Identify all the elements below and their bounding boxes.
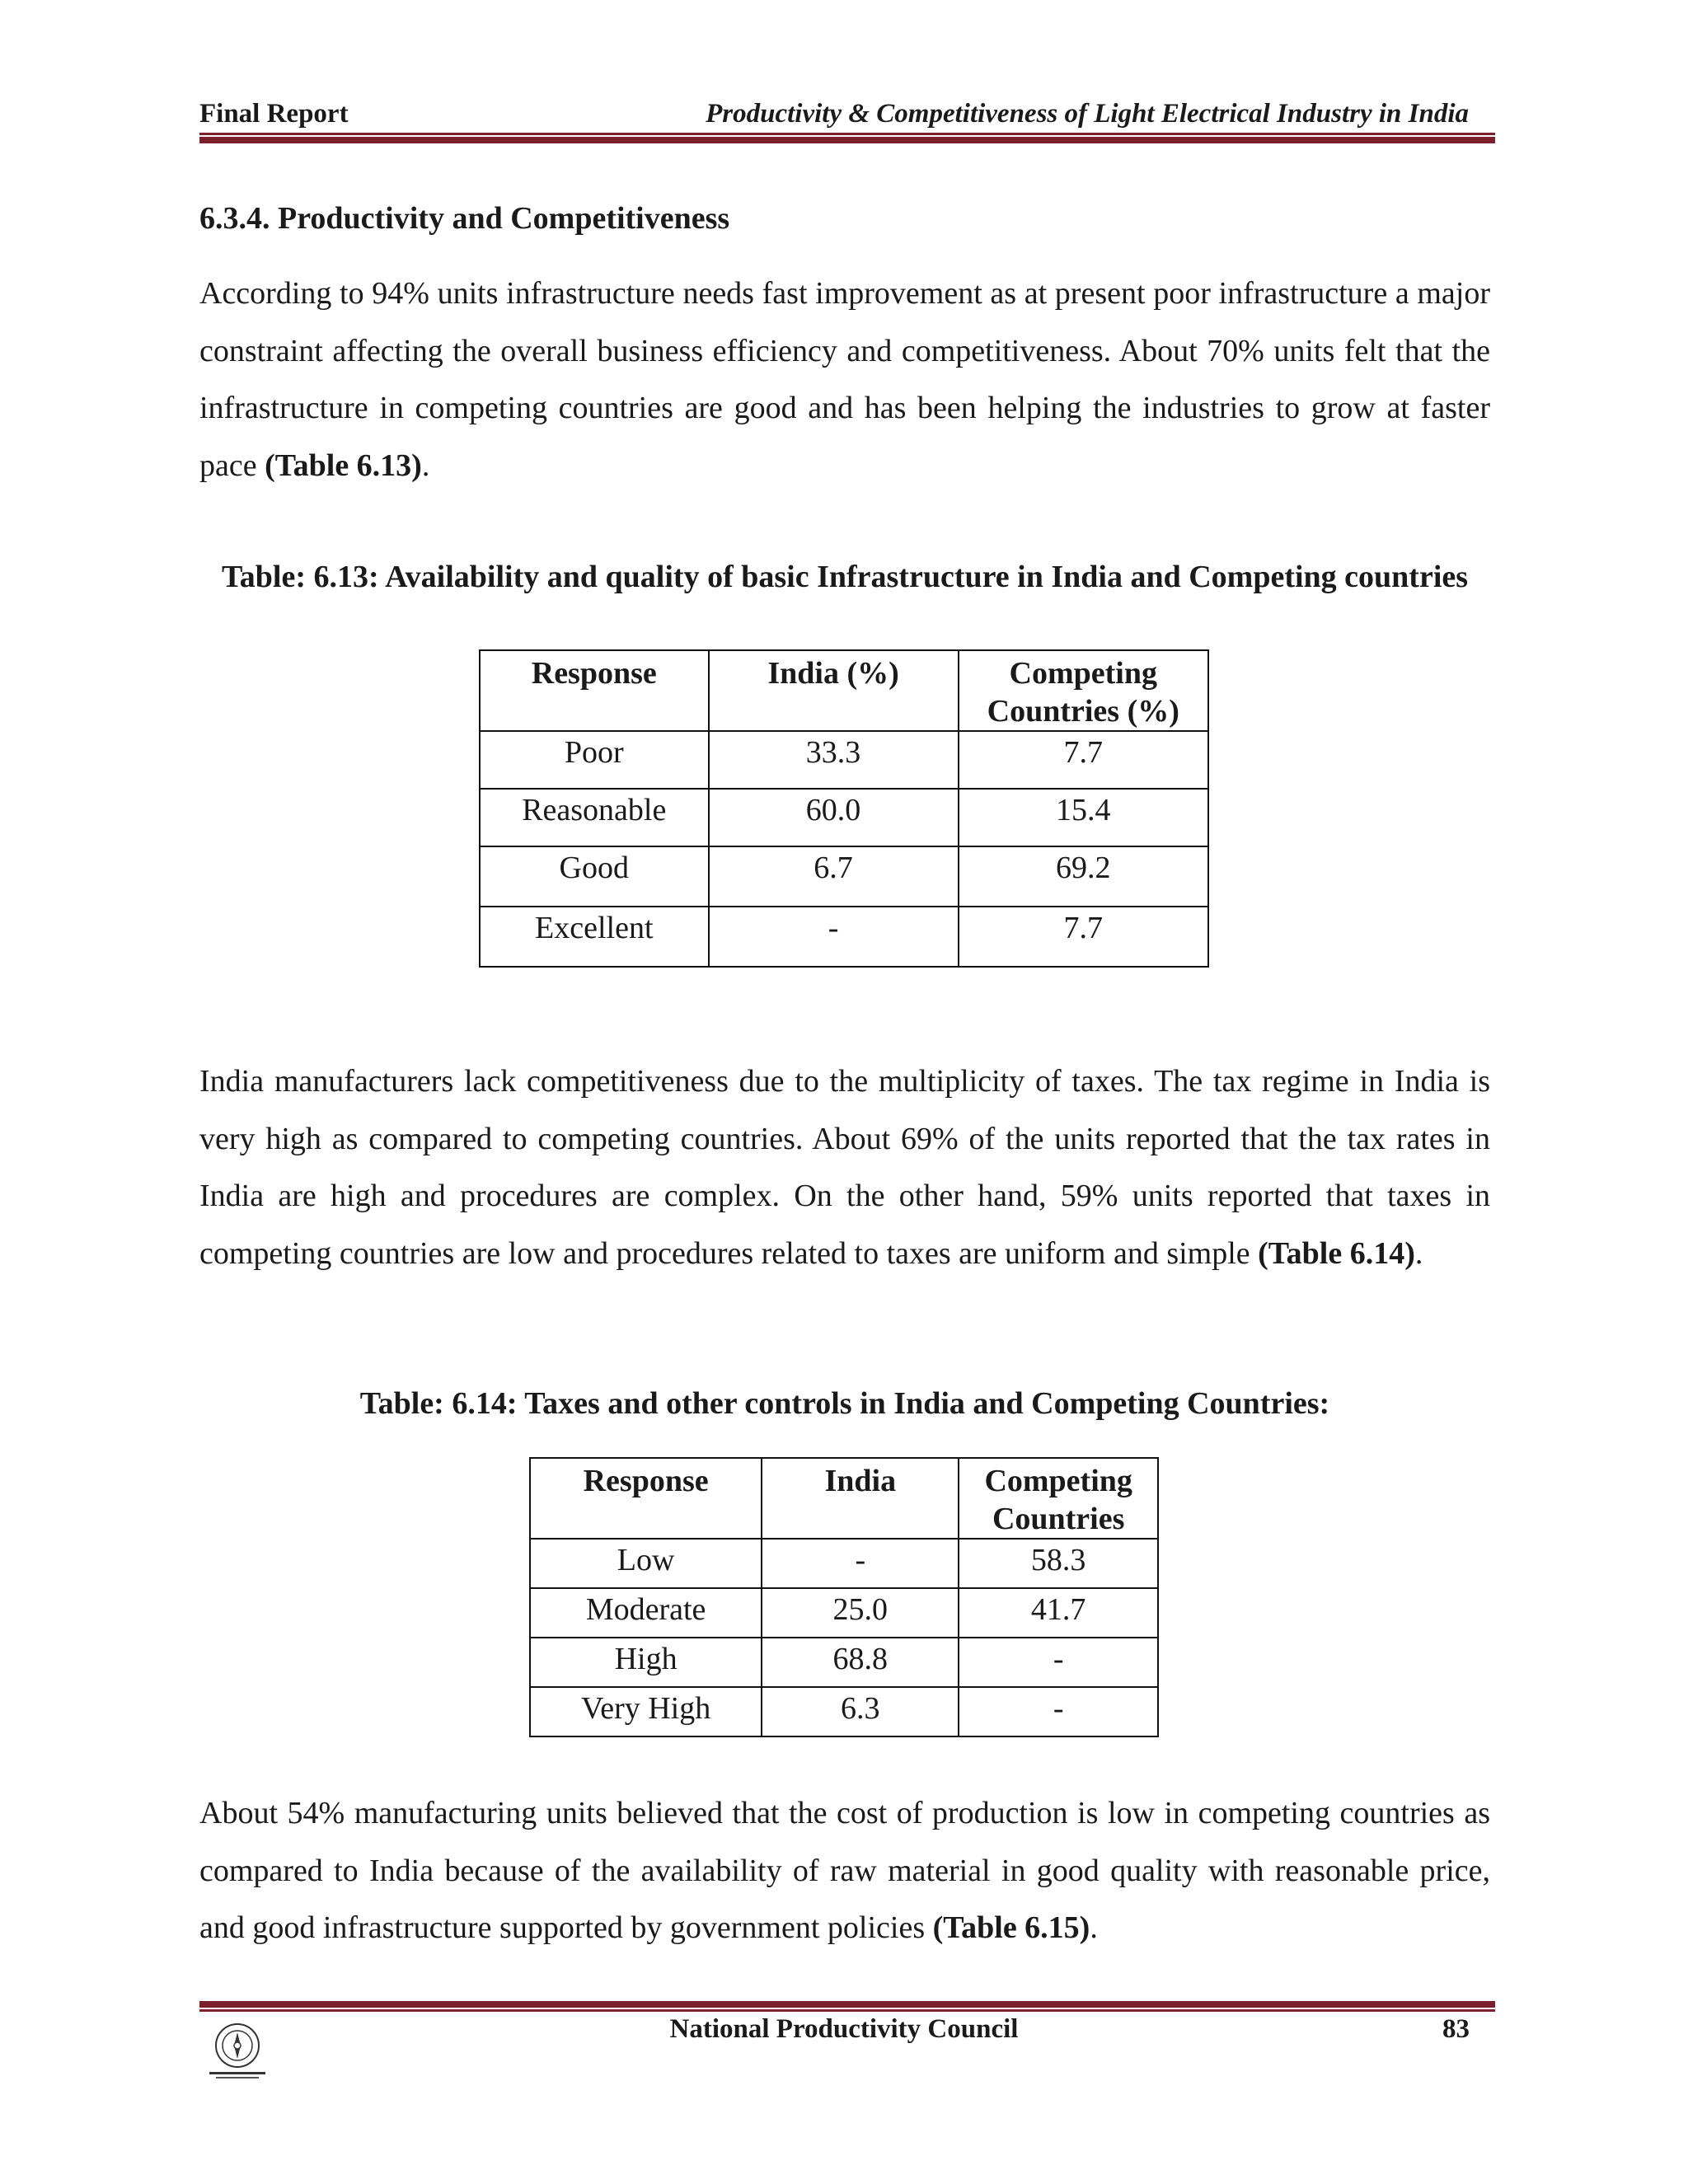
- footer-rule-thick: [199, 2001, 1495, 2008]
- table-row: [530, 1588, 1158, 1638]
- table-6-13: [479, 649, 1209, 968]
- table-cell: 69.2: [959, 846, 1208, 907]
- table-cell: 6.3: [762, 1687, 959, 1736]
- table-cell: 68.8: [762, 1638, 959, 1687]
- table-row: [480, 846, 1208, 907]
- column-header-response: Response: [480, 650, 709, 731]
- column-header-competing: Competing Countries: [959, 1458, 1158, 1539]
- table-cell: -: [762, 1539, 959, 1588]
- page-number: 83: [1442, 2014, 1470, 2044]
- paragraph-cost-of-production: About 54% manufacturing units believed that the cost of production is low in competing countries as compared to India because of the availability of raw material in good quality with reasonable price, and good infrastructure supported by government policies (Table 6.15).: [199, 1796, 1490, 1945]
- column-header-competing: Competing Countries (%): [959, 650, 1208, 731]
- table-cell: 41.7: [959, 1588, 1158, 1638]
- table-cell: Poor: [480, 731, 709, 789]
- column-header-response: Response: [530, 1458, 762, 1539]
- column-header-india: India: [762, 1458, 959, 1539]
- table-row: [480, 731, 1208, 789]
- table-cell: -: [959, 1687, 1158, 1736]
- table-cell: Moderate: [530, 1588, 762, 1638]
- table-cell: Excellent: [480, 907, 709, 967]
- table-cell: Very High: [530, 1687, 762, 1736]
- table-6-13-title: Table: 6.13: Availability and quality of basic Infrastructure in India and Competing countries: [221, 560, 1469, 594]
- section-heading: 6.3.4. Productivity and Competitiveness: [199, 201, 730, 236]
- table-cell: -: [709, 907, 959, 967]
- table-cell: 58.3: [959, 1539, 1158, 1588]
- table-cell: 25.0: [762, 1588, 959, 1638]
- table-reference-6-13: (Table 6.13): [265, 448, 422, 483]
- table-6-14: [529, 1457, 1159, 1737]
- table-header-row: [480, 650, 1208, 731]
- table-row: [530, 1687, 1158, 1736]
- table-cell: Low: [530, 1539, 762, 1588]
- column-header-india: India (%): [709, 650, 959, 731]
- table-row: [480, 789, 1208, 846]
- paragraph-infrastructure: According to 94% units infrastructure needs fast improvement as at present poor infrastructure a major constraint affecting the overall business efficiency and competitiveness. About 70% units felt that the infrastructure in competing countries are good and has been helping the industries to grow at faster pace (Table 6.13).: [199, 276, 1490, 483]
- footer-organization: National Productivity Council: [669, 2014, 1019, 2044]
- table-row: [530, 1539, 1158, 1588]
- table-cell: -: [959, 1638, 1158, 1687]
- table-cell: 15.4: [959, 789, 1208, 846]
- header-right-title: Productivity & Competitiveness of Light Electrical Industry in India: [706, 99, 1469, 129]
- table-cell: 7.7: [959, 907, 1208, 967]
- table-cell: Reasonable: [480, 789, 709, 846]
- table-cell: Good: [480, 846, 709, 907]
- table-row: [480, 907, 1208, 967]
- table-6-14-title: Table: 6.14: Taxes and other controls in India and Competing Countries:: [359, 1386, 1330, 1421]
- table-cell: 60.0: [709, 789, 959, 846]
- footer-rule-thin: [199, 2009, 1495, 2012]
- table-reference-6-14: (Table 6.14): [1258, 1235, 1415, 1271]
- header-rule-thick: [199, 137, 1495, 143]
- table-cell: High: [530, 1638, 762, 1687]
- table-cell: 33.3: [709, 731, 959, 789]
- table-reference-6-15: (Table 6.15): [932, 1910, 1090, 1945]
- header-left-title: Final Report: [199, 99, 349, 129]
- paragraph-taxes: India manufacturers lack competitiveness due to the multiplicity of taxes. The tax regime in India is very high as compared to competing countries. About 69% of the units reported that the tax rates in India are high and procedures are complex. On the other hand, 59% units reported that taxes in competing countries are low and procedures related to taxes are uniform and simple (Table 6.14).: [199, 1064, 1490, 1271]
- table-header-row: [530, 1458, 1158, 1539]
- table-cell: 6.7: [709, 846, 959, 907]
- header-rule-thin: [199, 133, 1495, 135]
- table-row: [530, 1638, 1158, 1687]
- table-cell: 7.7: [959, 731, 1208, 789]
